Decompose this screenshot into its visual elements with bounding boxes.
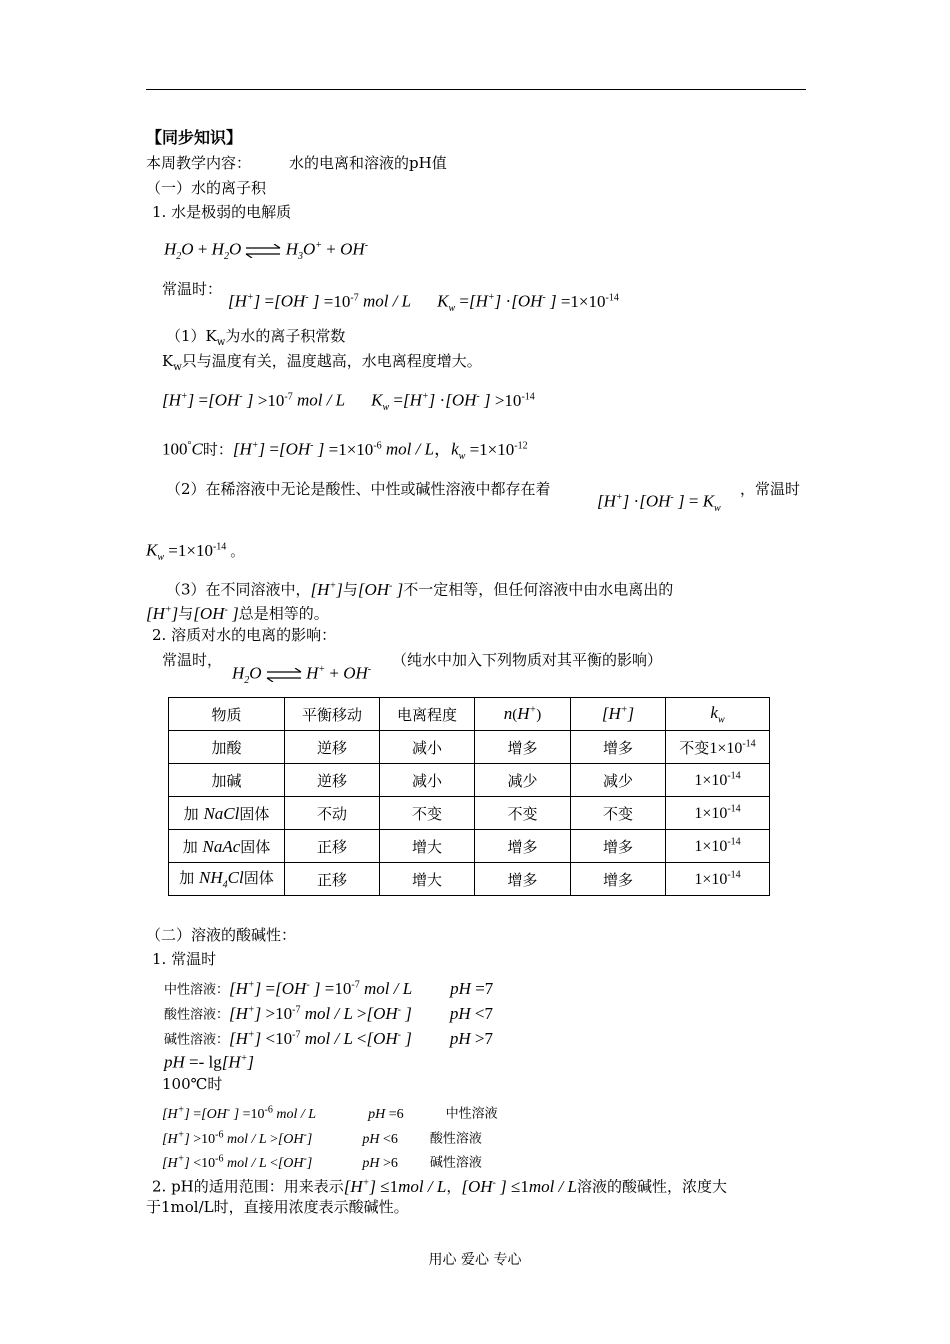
neutral-100-line: [H+] =[OH- ] $=10^{-6}$ mol / L pH =6 中性溶液	[162, 1104, 498, 1122]
item-solute: 2. 溶质对水的电离的影响：	[152, 626, 337, 644]
room-temp-label: 常温时：	[162, 280, 223, 298]
section1-title: （一）水的离子积	[146, 179, 267, 197]
item3-line1: （3）在不同溶液中，[H+]与[OH- ]不一定相等，但任何溶液中由水电离出的	[166, 579, 674, 599]
kw-definition: $(1)K_w$为水的离子积常数	[166, 327, 346, 348]
basic-100-line: $[H^+] <10^{-6}$ mol / L <[OH-] pH >6 碱性溶液	[162, 1153, 482, 1171]
equation-item2: [H+] ·[OH- ] = $K_w$	[597, 491, 721, 515]
equilibrium-arrow-icon	[245, 244, 281, 258]
table-row: 加碱 逆移 减小 减少 减少 $1\times 10^{-14}$	[169, 764, 770, 797]
header-degree: 电离程度	[380, 698, 475, 731]
equation-room-temp: [H+] =[OH- ] $=10^{-7}$ mol / L $K_w =[H^+] \cdot[OH^-$ ] $=1\times 10^{-14}$	[228, 291, 619, 315]
section1-item1: 1. 水是极弱的电解质	[152, 203, 292, 221]
t100-label: 100℃时	[162, 1075, 223, 1093]
equilibrium-arrow-icon	[266, 668, 302, 682]
equation-high-temp: [H+] =[OH- ] $>10^{-7}$ mol / L $K_w =[H^+] \cdot[OH^-$ ] $>10^{-14}$	[162, 390, 535, 414]
section2-item1: 1. 常温时	[152, 950, 217, 968]
ph-range-line2: 于1mol/L时，直接用浓度表示酸碱性。	[146, 1198, 409, 1216]
header-rule	[146, 89, 806, 90]
header-nh: n(H+)	[475, 698, 571, 731]
table-note: （纯水中加入下列物质对其平衡的影响）	[392, 651, 663, 669]
page-footer: 用心 爱心 专心	[428, 1252, 522, 1268]
item2-text: （2）在稀溶液中无论是酸性、中性或碱性溶液中都存在着	[166, 480, 551, 498]
solute-effect-table	[168, 697, 770, 896]
table-row: 加酸 逆移 减小 增多 增多 不变$1\times 10^{-14}$	[169, 731, 770, 764]
header-kw: $k_w$	[666, 698, 770, 731]
item3-line2: [H+]与[OH- ]总是相等的。	[146, 603, 329, 623]
section-heading: 【同步知识】	[146, 128, 243, 147]
basic-line: 碱性溶液：$[H^+] <10^{-7}$ mol / L <[OH- ] pH >7	[164, 1028, 493, 1048]
equation-kw-value: $K_w =1\times 10^{-14}$ 。	[146, 540, 244, 564]
acidic-line: 酸性溶液：$[H^+] >10^{-7}$ mol / L >[OH- ] pH <7	[164, 1003, 493, 1023]
section2-title: （二）溶液的酸碱性：	[146, 926, 297, 944]
intro-topic: 水的电离和溶液的pH值	[289, 154, 447, 172]
neutral-line: 中性溶液：[H+] =[OH- ] $=10^{-7}$ mol / L pH =7	[164, 978, 494, 998]
header-ch: [H+]	[571, 698, 666, 731]
kw-temperature: $K_w$只与温度有关，温度越高，水电离程度增大。	[162, 352, 482, 373]
room-temp-label-2: 常温时，	[162, 651, 223, 669]
item2-tail: ，常温时	[740, 480, 801, 498]
equation-autoionization: $H_2O + H_2O$ $H_3O^+ + OH^-$	[164, 239, 369, 263]
intro-line	[146, 153, 447, 173]
header-shift: 平衡移动	[285, 698, 380, 731]
intro-label: 本周教学内容：	[146, 154, 252, 172]
acidic-100-line: $[H^+] >10^{-6}$ mol / L >[OH-] pH <6 酸性溶液	[162, 1129, 482, 1147]
header-substance: 物质	[169, 698, 285, 731]
ph-range-line1: 2. pH的适用范围：用来表示[H+] ≤1mol / L，[OH- ] ≤1mol / L溶液的酸碱性，浓度大	[152, 1176, 728, 1196]
equation-water-eq: $H_2O$ H+ + OH-	[232, 663, 372, 687]
ph-definition: pH =- lg[H+]	[164, 1052, 255, 1072]
table-row: 加 NaCl固体 不动 不变 不变 不变 $1\times 10^{-14}$	[169, 797, 770, 830]
table-row: 加 NaAc固体 正移 增大 增多 增多 $1\times 10^{-14}$	[169, 830, 770, 863]
table-header-row	[169, 698, 770, 731]
table-row: 加 $NH_4Cl$固体 正移 增大 增多 增多 $1\times 10^{-14}$	[169, 863, 770, 896]
equation-100c: 100°C时：[H+] =[OH- ] $=1\times 10^{-6}$ mol / L，$k_w =1\times 10^{-12}$	[162, 439, 528, 463]
